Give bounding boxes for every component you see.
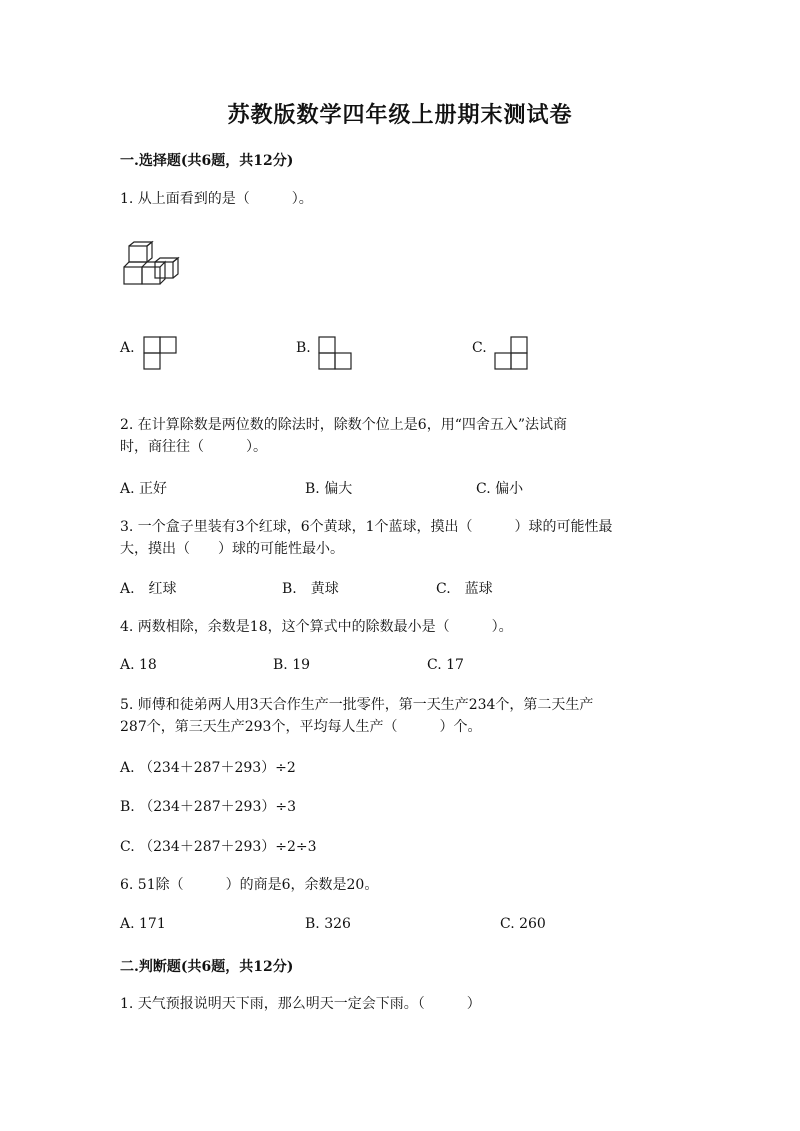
question-6-option-c: C. 260 xyxy=(500,916,546,932)
question-2-line-2: 时，商往往（ ）。 xyxy=(120,439,267,455)
question-6-option-b: B. 326 xyxy=(305,916,351,932)
question-3-option-b: B. 黄球 xyxy=(282,581,339,597)
question-3-line-2: 大，摸出（ ）球的可能性最小。 xyxy=(120,541,344,557)
option-b-view-figure xyxy=(318,336,354,370)
question-1-text: 1. 从上面看到的是（ ）。 xyxy=(120,191,313,207)
section-heading-true-false: 二.判断题(共6题，共12分) xyxy=(120,959,294,975)
question-2-line-1: 2. 在计算除数是两位数的除法时，除数个位上是6，用“四舍五入”法试商 xyxy=(120,417,568,433)
question-5-option-a: A. （234＋287＋293）÷2 xyxy=(120,760,296,776)
option-a-view-figure xyxy=(143,336,179,370)
question-2-option-b: B. 偏大 xyxy=(305,481,353,497)
question-5-option-c: C. （234＋287＋293）÷2÷3 xyxy=(120,839,317,855)
page-title: 苏教版数学四年级上册期末测试卷 xyxy=(227,102,573,128)
question-2-option-c: C. 偏小 xyxy=(476,481,524,497)
question-1-option-a-label: A. xyxy=(120,340,135,356)
option-c-view-figure xyxy=(494,336,530,370)
question-1-option-b-label: B. xyxy=(296,340,311,356)
question-4-option-a: A. 18 xyxy=(120,657,157,673)
question-6-option-a: A. 171 xyxy=(120,916,166,932)
question-4-option-c: C. 17 xyxy=(427,657,464,673)
question-5-option-b: B. （234＋287＋293）÷3 xyxy=(120,799,296,815)
question-3-option-c: C. 蓝球 xyxy=(436,581,493,597)
question-1-option-c-label: C. xyxy=(472,340,487,356)
question-4-option-b: B. 19 xyxy=(273,657,311,673)
question-6-text: 6. 51除（ ）的商是6，余数是20。 xyxy=(120,877,379,893)
question-3-option-a: A. 红球 xyxy=(120,581,177,597)
judgment-1-text: 1. 天气预报说明天下雨，那么明天一定会下雨。（ ） xyxy=(120,996,481,1012)
cube-stack-figure xyxy=(120,240,182,288)
question-2-option-a: A. 正好 xyxy=(120,481,168,497)
question-3-line-1: 3. 一个盒子里装有3个红球，6个黄球，1个蓝球，摸出（ ）球的可能性最 xyxy=(120,519,613,535)
section-heading-choice: 一.选择题(共6题，共12分) xyxy=(120,153,294,169)
question-4-text: 4. 两数相除，余数是18，这个算式中的除数最小是（ ）。 xyxy=(120,619,513,635)
question-5-line-2: 287个，第三天生产293个，平均每人生产（ ）个。 xyxy=(120,719,482,735)
question-5-line-1: 5. 师傅和徒弟两人用3天合作生产一批零件，第一天生产234个，第二天生产 xyxy=(120,697,594,713)
